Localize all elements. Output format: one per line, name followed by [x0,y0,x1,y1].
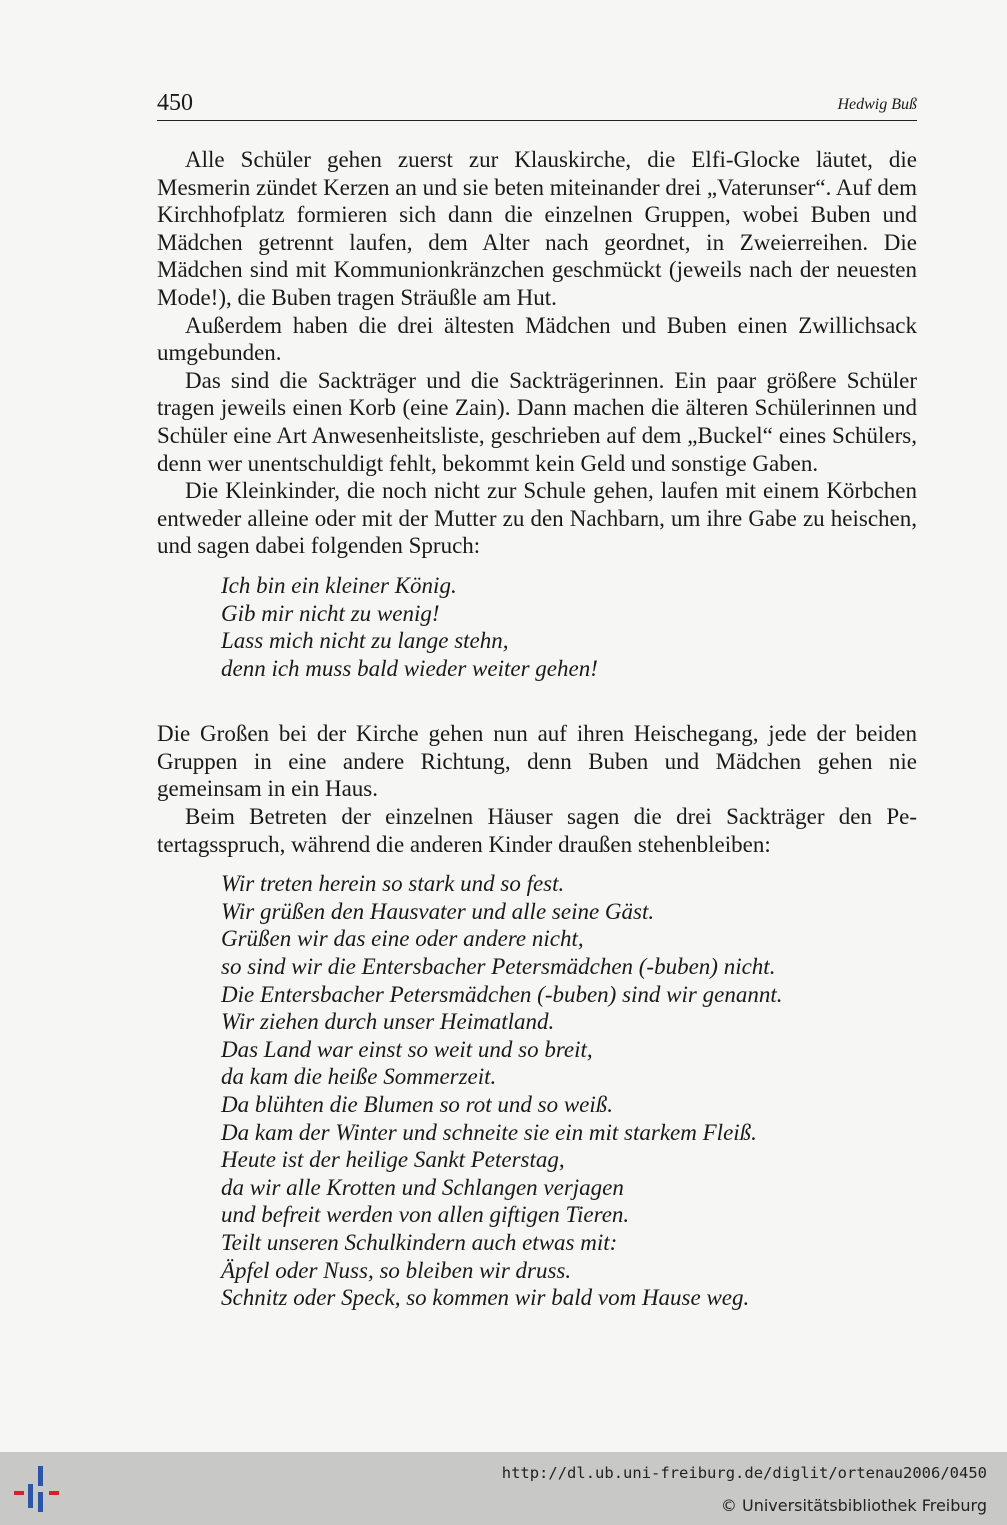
body-text [157,146,917,1312]
verse-line: Ich bin ein kleiner König. [221,572,457,598]
copyright-notice: © Universitätsbibliothek Freiburg [720,1496,987,1515]
paragraph: Die Kleinkinder, die noch nicht zur Schule gehen, laufen mit einem Körbchen entweder alleine oder mit der Mutter zu den Nachbarn, um ihre Gabe zu heischen, und sagen dabei folgenden Spruch: [157,478,917,559]
verse-line: Die Entersbacher Petersmädchen (-buben) sind wir genannt. [221,981,783,1007]
verse-petertagsspruch [157,870,917,1312]
verse-line: und befreit werden von allen giftigen Tieren. [221,1202,630,1228]
verse-line: denn ich muss bald wieder weiter gehen! [221,655,598,681]
verse-line: Schnitz oder Speck, so kommen wir bald vom Hause weg. [221,1285,750,1311]
verse-line: Gib mir nicht zu wenig! [221,600,440,626]
paragraph: Beim Betreten der einzelnen Häuser sagen die drei Sackträger den Petertagsspruch, während die anderen Kinder draußen stehenbleiben: [157,804,917,857]
page-number: 450 [157,90,193,116]
verse-line: Das Land war einst so weit und so breit, [221,1036,593,1062]
verse-line: Äpfel oder Nuss, so bleiben wir druss. [221,1257,572,1283]
library-footer [0,1452,1007,1525]
paragraph: Außerdem haben die drei ältesten Mädchen und Buben einen Zwillichsack umgebunden. [157,312,917,366]
verse-line: so sind wir die Entersbacher Petersmädchen (-buben) nicht. [221,954,776,980]
paragraph: Das sind die Sackträger und die Sackträgerinnen. Ein paar größere Schüler tragen jeweils einen Korb (eine Zain). Dann machen die älteren Schülerinnen und Schüler eine Art Anwesenheitsliste, geschrieben auf dem „Buckel“ eines Schülers, denn wer unentschuldigt fehlt, bekommt kein Geld und sonstige Gaben. [157,367,917,476]
verse-kleinkinder-spruch [157,572,917,682]
verse-line: da kam die heiße Sommerzeit. [221,1064,497,1090]
verse-line: Teilt unseren Schulkindern auch etwas mit: [221,1229,618,1255]
verse-line: Wir treten herein so stark und so fest. [221,871,565,897]
verse-line: Lass mich nicht zu lange stehn, [221,628,509,654]
verse-line: Da blühten die Blumen so rot und so weiß. [221,1092,614,1117]
verse-line: Wir ziehen durch unser Heimatland. [221,1009,555,1035]
verse-line: Grüßen wir das eine oder andere nicht, [221,926,584,952]
verse-line: Wir grüßen den Hausvater und alle seine Gäst. [221,898,655,924]
source-url-link[interactable]: http://dl.ub.uni-freiburg.de/diglit/ortenau2006/0450 [501,1464,987,1482]
ub-freiburg-logo-icon[interactable] [12,1464,64,1514]
verse-line: Da kam der Winter und schneite sie ein mit starkem Fleiß. [221,1119,757,1145]
verse-line: Heute ist der heilige Sankt Peterstag, [221,1147,565,1173]
paragraph: Die Großen bei der Kirche gehen nun auf ihren Heischegang, jede der beiden Gruppen in eine andere Richtung, denn Buben und Mädchen gehen nie gemeinsam in ein Haus. [157,721,917,802]
page-header [157,88,917,121]
paragraph: Alle Schüler gehen zuerst zur Klauskirche, die Elfi-Glocke läutet, die Mesmerin zündet Kerzen an und sie beten miteinander drei „Vaterunser“. Auf dem Kirchhofplatz formieren sich dann die einzelnen Gruppen, wobei Buben und Mädchen getrennt laufen, dem Alter nach geordnet, in Zweierreihen. Die Mädchen sind mit Kommunionkränzchen geschmückt (jeweils nach der neuesten Mode!), die Buben tragen Sträußle am Hut. [157,147,917,310]
verse-line: da wir alle Krotten und Schlangen verjagen [221,1174,624,1200]
running-head-author: Hedwig Buß [837,96,917,113]
